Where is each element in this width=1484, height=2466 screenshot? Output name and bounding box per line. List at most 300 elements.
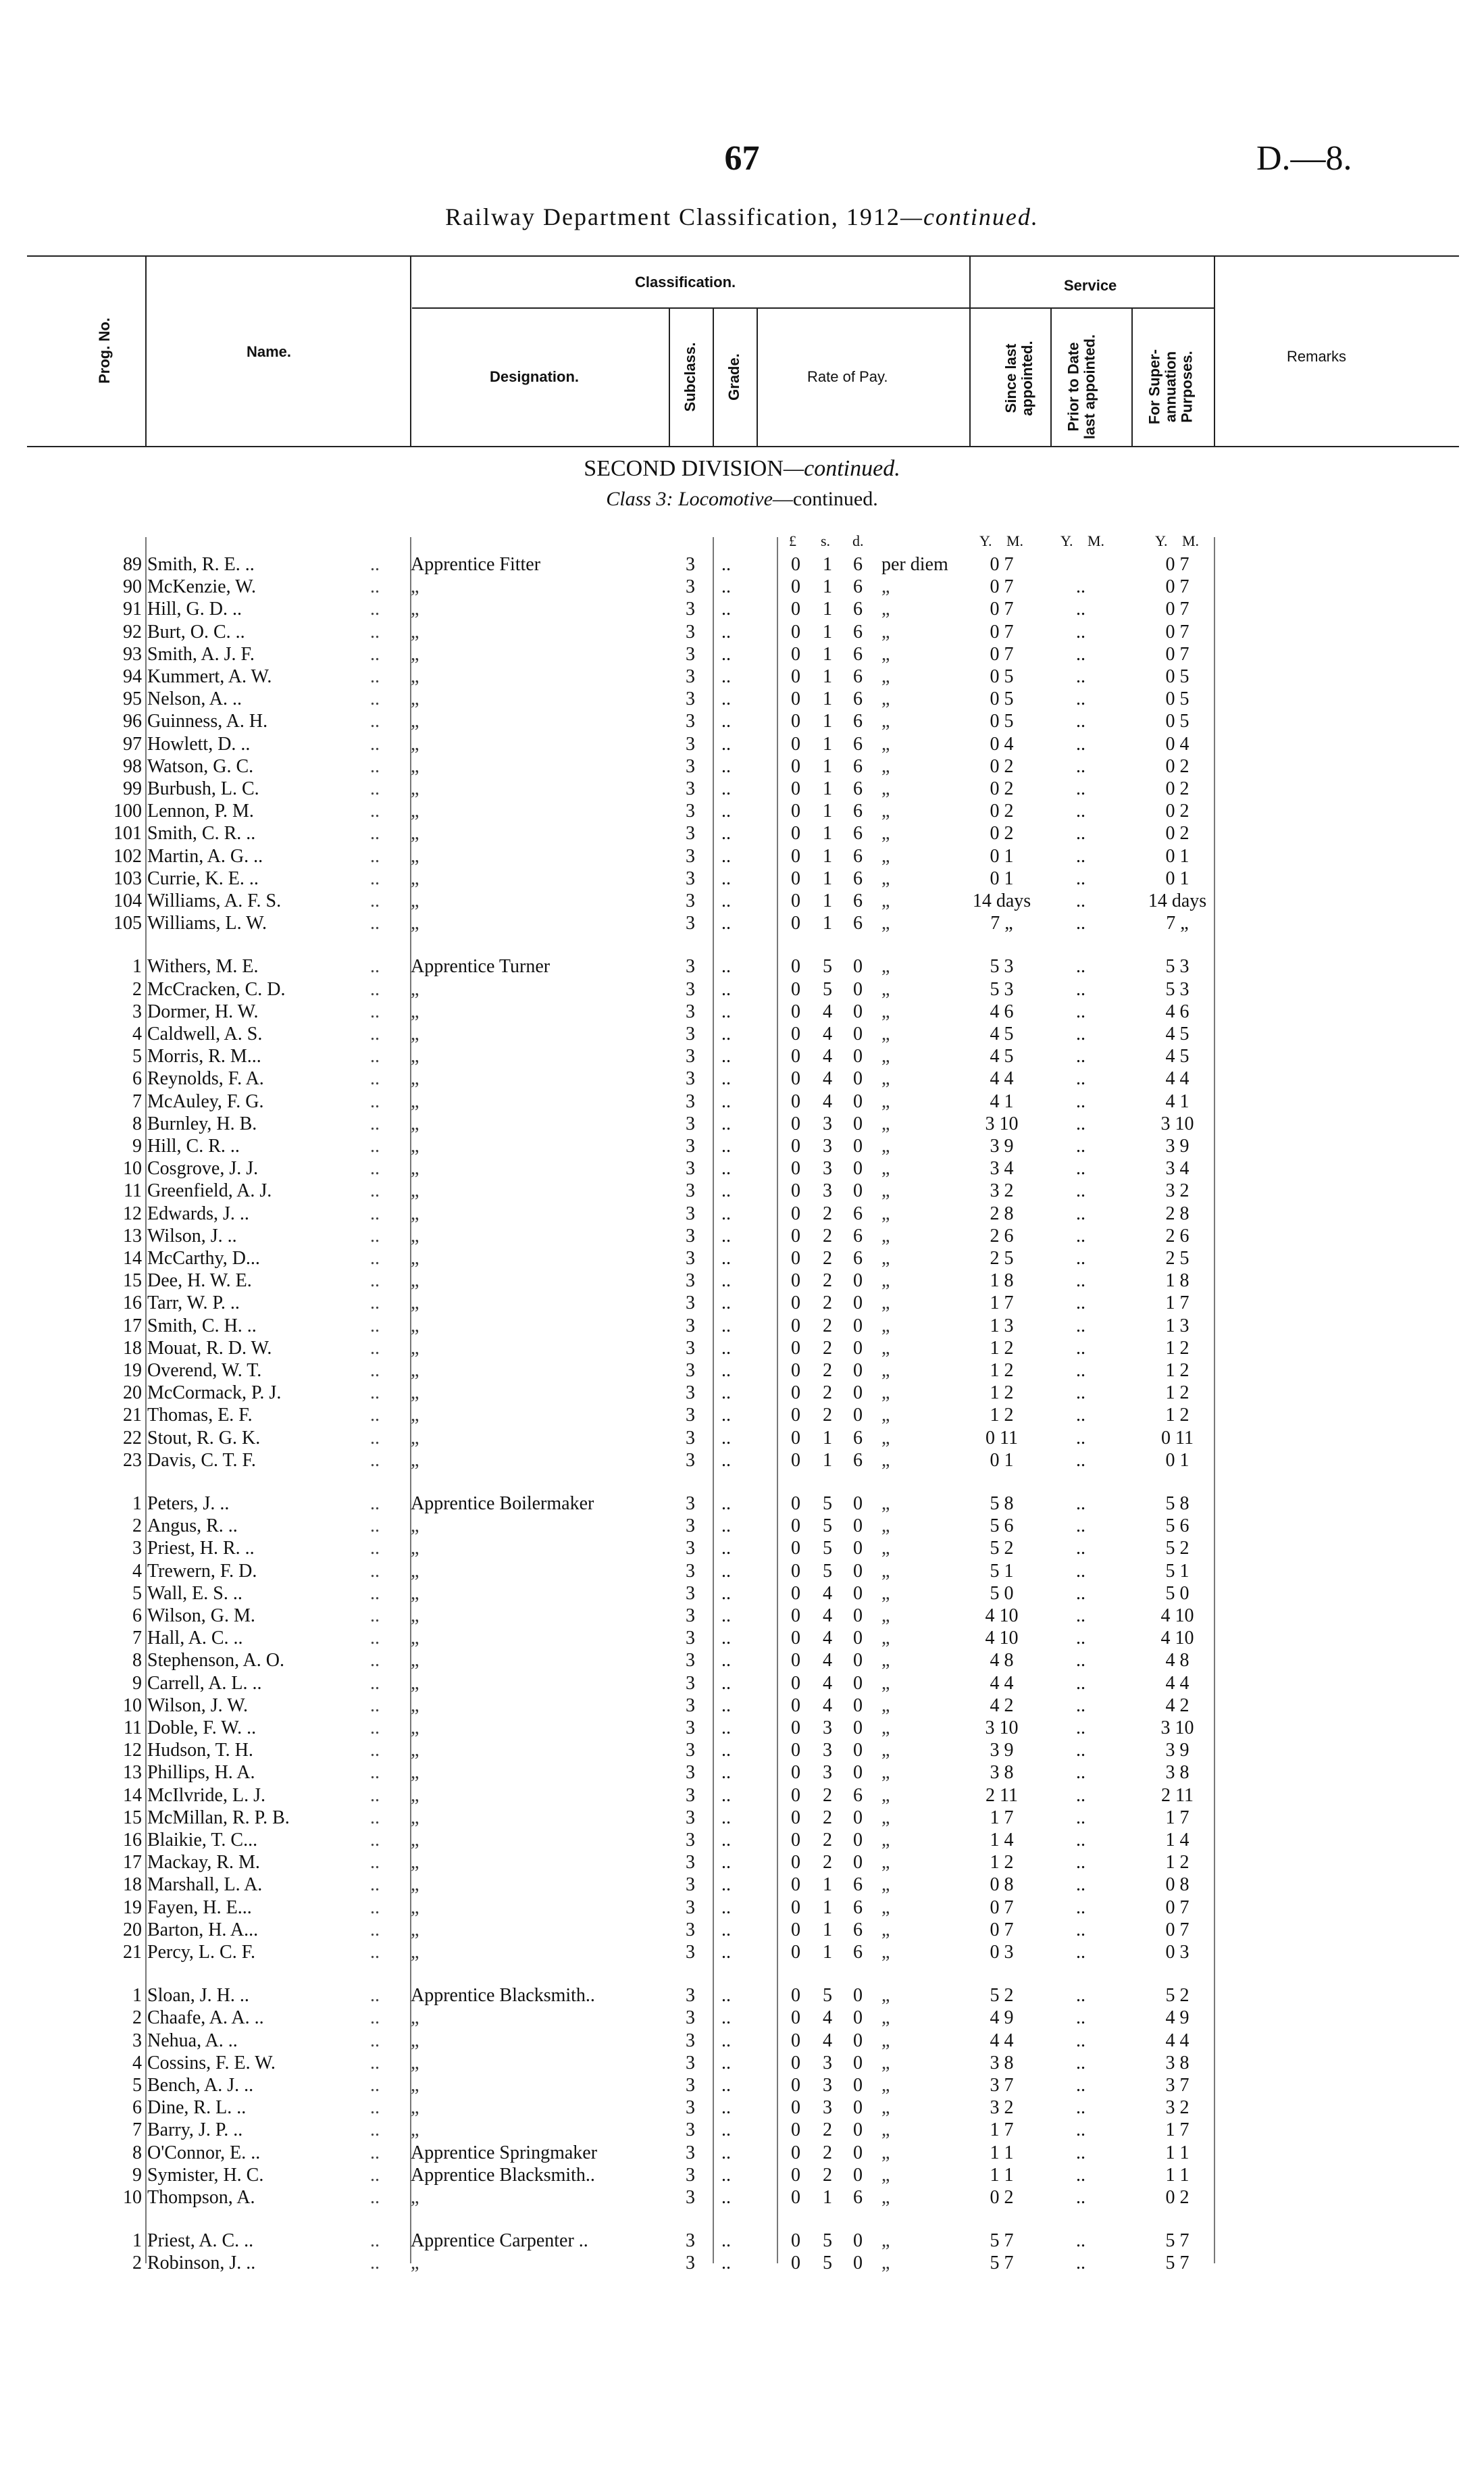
leader-dots: .. — [370, 1874, 380, 1896]
prior-to-date-cell: .. — [1076, 1694, 1085, 1716]
name-cell: Peters, J. .. — [147, 1493, 230, 1514]
subclass-cell: 3 — [686, 1515, 695, 1537]
since-last-cell: 0 7 — [990, 576, 1014, 598]
leader-dots: .. — [370, 1203, 380, 1224]
pay-qualifier-cell: „ — [881, 1694, 890, 1716]
subclass-cell: 3 — [686, 2187, 695, 2208]
subclass-cell: 3 — [686, 1427, 695, 1449]
leader-dots: .. — [370, 778, 380, 799]
pay-pounds-cell: 0 — [791, 1382, 800, 1404]
prior-to-date-cell: .. — [1076, 599, 1085, 620]
header-prog-no: Prog. No. — [96, 318, 113, 384]
leader-dots: .. — [370, 1985, 380, 2007]
prior-to-date-cell: .. — [1076, 1158, 1085, 1180]
prior-to-date-cell: .. — [1076, 1538, 1085, 1559]
superannuation-cell: 0 4 — [1165, 733, 1189, 755]
pay-qualifier-cell: „ — [881, 576, 890, 598]
grade-leader: .. — [721, 1784, 731, 1806]
rule-v2 — [410, 255, 411, 446]
name-cell: McAuley, F. G. — [147, 1090, 264, 1112]
prog-no-cell: 4 — [132, 2052, 142, 2073]
grade-leader: .. — [721, 1449, 731, 1471]
pay-pounds-cell: 0 — [791, 1180, 800, 1202]
grade-leader: .. — [721, 2007, 731, 2029]
leader-dots: .. — [370, 554, 380, 575]
pay-qualifier-cell: „ — [881, 956, 890, 978]
designation-cell: „ — [411, 2119, 419, 2141]
header-classification: Classification. — [635, 274, 736, 291]
prog-no-cell: 14 — [123, 1784, 142, 1806]
designation-cell: „ — [411, 890, 419, 911]
subclass-cell: 3 — [686, 1717, 695, 1738]
pay-pence-cell: 6 — [853, 554, 863, 575]
prior-to-date-cell: .. — [1076, 1315, 1085, 1336]
table-row — [0, 846, 1484, 868]
table-row — [0, 1270, 1484, 1292]
header-service: Service — [1064, 277, 1117, 294]
since-last-cell: 0 1 — [990, 845, 1014, 867]
name-cell: McIlvride, L. J. — [147, 1784, 265, 1806]
leader-dots: .. — [370, 1942, 380, 1963]
designation-cell: „ — [411, 1740, 419, 1761]
name-cell: Bench, A. J. .. — [147, 2075, 254, 2096]
pay-pounds-cell: 0 — [791, 1292, 800, 1314]
pay-pounds-cell: 0 — [791, 1090, 800, 1112]
header-bottom-rule — [27, 446, 1459, 447]
subclass-cell: 3 — [686, 1852, 695, 1873]
leader-dots: .. — [370, 1068, 380, 1090]
prog-no-cell: 2 — [132, 978, 142, 1000]
pay-shillings-cell: 2 — [823, 1360, 832, 1381]
pay-shillings-cell: 4 — [823, 1024, 832, 1045]
header-rate-of-pay: Rate of Pay. — [807, 368, 888, 385]
subclass-cell: 3 — [686, 845, 695, 867]
prog-no-cell: 13 — [123, 1225, 142, 1247]
since-last-cell: 1 2 — [990, 1337, 1014, 1359]
since-last-cell: 4 10 — [985, 1605, 1019, 1626]
subclass-cell: 3 — [686, 1046, 695, 1067]
grade-leader: .. — [721, 1292, 731, 1314]
grade-leader: .. — [721, 890, 731, 911]
grade-leader: .. — [721, 1315, 731, 1336]
pay-pence-cell: 0 — [853, 1740, 863, 1761]
since-last-cell: 1 7 — [990, 1807, 1014, 1828]
pay-pence-cell: 0 — [853, 956, 863, 978]
table-row — [0, 1538, 1484, 1560]
leader-dots: .. — [370, 1762, 380, 1784]
pay-qualifier-cell: „ — [881, 2007, 890, 2029]
prog-no-cell: 14 — [123, 1248, 142, 1269]
rule-v3 — [669, 307, 670, 446]
designation-cell: „ — [411, 1449, 419, 1471]
service-rule — [969, 307, 1214, 309]
name-cell: McCormack, P. J. — [147, 1382, 282, 1404]
prog-no-cell: 15 — [123, 1270, 142, 1292]
name-cell: Smith, R. E. .. — [147, 554, 255, 575]
superannuation-cell: 3 10 — [1160, 1113, 1194, 1134]
pay-pence-cell: 0 — [853, 1405, 863, 1426]
prior-to-date-cell: .. — [1076, 1493, 1085, 1514]
table-row — [0, 1942, 1484, 1964]
pay-pence-cell: 6 — [853, 643, 863, 665]
superannuation-cell: 3 9 — [1165, 1740, 1189, 1761]
subclass-cell: 3 — [686, 1449, 695, 1471]
pay-pence-cell: 0 — [853, 1560, 863, 1582]
leader-dots: .. — [370, 755, 380, 777]
leader-dots: .. — [370, 1694, 380, 1716]
since-last-cell: 5 6 — [990, 1515, 1014, 1537]
leader-dots: .. — [370, 2030, 380, 2051]
designation-cell: „ — [411, 1046, 419, 1067]
pay-pence-cell: 0 — [853, 2007, 863, 2029]
leader-dots: .. — [370, 2164, 380, 2186]
designation-cell: Apprentice Fitter — [411, 554, 541, 575]
prior-to-date-cell: .. — [1076, 1582, 1085, 1604]
since-last-cell: 0 7 — [990, 621, 1014, 643]
prog-no-cell: 4 — [132, 1024, 142, 1045]
leader-dots: .. — [370, 1090, 380, 1112]
table-row — [0, 1650, 1484, 1672]
since-last-cell: 0 5 — [990, 666, 1014, 687]
table-row — [0, 1136, 1484, 1158]
table-row — [0, 1068, 1484, 1090]
designation-cell: „ — [411, 2030, 419, 2051]
superannuation-cell: 0 2 — [1165, 755, 1189, 777]
header-remarks: Remarks — [1287, 348, 1347, 365]
since-last-cell: 4 9 — [990, 2007, 1014, 2029]
pay-shillings-cell: 2 — [823, 1807, 832, 1828]
pay-shillings-cell: 2 — [823, 1292, 832, 1314]
pay-pounds-cell: 0 — [791, 1024, 800, 1045]
name-cell: Morris, R. M... — [147, 1046, 261, 1067]
leader-dots: .. — [370, 1538, 380, 1559]
prog-no-cell: 100 — [113, 801, 142, 822]
name-cell: Sloan, J. H. .. — [147, 1985, 249, 2007]
pay-pounds-cell: 0 — [791, 2052, 800, 2073]
prior-to-date-cell: .. — [1076, 666, 1085, 687]
subclass-cell: 3 — [686, 2030, 695, 2051]
since-last-cell: 2 11 — [986, 1784, 1018, 1806]
grade-leader: .. — [721, 1694, 731, 1716]
since-last-cell: 2 6 — [990, 1225, 1014, 1247]
since-last-cell: 0 7 — [990, 599, 1014, 620]
subclass-cell: 3 — [686, 1762, 695, 1784]
designation-cell: Apprentice Carpenter .. — [411, 2230, 588, 2252]
table-row — [0, 1673, 1484, 1695]
superannuation-cell: 5 7 — [1165, 2230, 1189, 2252]
designation-cell: „ — [411, 1807, 419, 1828]
pay-pounds-cell: 0 — [791, 1001, 800, 1022]
subclass-cell: 3 — [686, 1985, 695, 2007]
grade-leader: .. — [721, 778, 731, 799]
pay-pounds-cell: 0 — [791, 2142, 800, 2163]
pay-pence-cell: 0 — [853, 1717, 863, 1738]
subclass-cell: 3 — [686, 1203, 695, 1224]
name-cell: McMillan, R. P. B. — [147, 1807, 290, 1828]
pay-pence-cell: 0 — [853, 2052, 863, 2073]
grade-leader: .. — [721, 801, 731, 822]
since-last-cell: 4 6 — [990, 1001, 1014, 1022]
name-cell: Burbush, L. C. — [147, 778, 259, 799]
since-last-cell: 5 1 — [990, 1560, 1014, 1582]
pay-shillings-cell: 1 — [823, 554, 832, 575]
name-cell: Kummert, A. W. — [147, 666, 272, 687]
pay-shillings-cell: 1 — [823, 867, 832, 889]
pay-shillings-cell: 1 — [823, 1942, 832, 1963]
pay-qualifier-cell: „ — [881, 1740, 890, 1761]
pay-pounds-cell: 0 — [791, 1315, 800, 1336]
prior-to-date-cell: .. — [1076, 2030, 1085, 2051]
table-row — [0, 1382, 1484, 1405]
leader-dots: .. — [370, 2142, 380, 2163]
pay-pounds-cell: 0 — [791, 890, 800, 911]
pay-pounds-cell: 0 — [791, 711, 800, 732]
prog-no-cell: 10 — [123, 2187, 142, 2208]
since-last-cell: 4 4 — [990, 1672, 1014, 1694]
grade-leader: .. — [721, 1515, 731, 1537]
designation-cell: „ — [411, 1158, 419, 1180]
table-row — [0, 1405, 1484, 1427]
pay-pence-cell: 0 — [853, 1538, 863, 1559]
subclass-cell: 3 — [686, 621, 695, 643]
pay-pence-cell: 0 — [853, 2253, 863, 2274]
pay-pence-cell: 0 — [853, 1270, 863, 1292]
superannuation-cell: 5 3 — [1165, 956, 1189, 978]
pay-qualifier-cell: „ — [881, 1874, 890, 1896]
since-last-cell: 3 2 — [990, 1180, 1014, 1202]
superannuation-cell: 1 7 — [1165, 1807, 1189, 1828]
pay-pounds-cell: 0 — [791, 554, 800, 575]
pay-pounds-cell: 0 — [791, 801, 800, 822]
name-cell: Overend, W. T. — [147, 1360, 262, 1381]
prior-to-date-cell: .. — [1076, 1874, 1085, 1896]
designation-cell: „ — [411, 1090, 419, 1112]
designation-cell: „ — [411, 1852, 419, 1873]
superannuation-cell: 0 5 — [1165, 688, 1189, 710]
name-cell: Lennon, P. M. — [147, 801, 254, 822]
subclass-cell: 3 — [686, 1248, 695, 1269]
grade-leader: .. — [721, 2097, 731, 2119]
class-suffix: —continued. — [772, 488, 878, 510]
name-cell: Priest, A. C. .. — [147, 2230, 254, 2252]
pay-pence-cell: 0 — [853, 2119, 863, 2141]
pay-shillings-cell: 5 — [823, 1985, 832, 2007]
pay-shillings-cell: 3 — [823, 2097, 832, 2119]
pay-pounds-cell: 0 — [791, 1449, 800, 1471]
since-last-cell: 0 2 — [990, 778, 1014, 799]
prog-no-cell: 1 — [132, 1493, 142, 1514]
pay-shillings-cell: 2 — [823, 1270, 832, 1292]
name-cell: Marshall, L. A. — [147, 1874, 263, 1896]
pay-pounds-cell: 0 — [791, 1628, 800, 1649]
subclass-cell: 3 — [686, 1136, 695, 1157]
superannuation-cell: 0 2 — [1165, 823, 1189, 845]
pay-qualifier-cell: „ — [881, 2187, 890, 2208]
subclass-cell: 3 — [686, 1919, 695, 1940]
prior-to-date-cell: .. — [1076, 2187, 1085, 2208]
since-last-cell: 1 1 — [990, 2142, 1014, 2163]
table-row — [0, 890, 1484, 913]
superannuation-cell: 5 2 — [1165, 1985, 1189, 2007]
since-last-cell: 1 1 — [990, 2164, 1014, 2186]
table-row — [0, 1046, 1484, 1068]
pay-shillings-cell: 4 — [823, 1650, 832, 1671]
designation-cell: „ — [411, 711, 419, 732]
prog-no-cell: 97 — [123, 733, 142, 755]
name-cell: Barry, J. P. .. — [147, 2119, 243, 2141]
pay-pounds-cell: 0 — [791, 1337, 800, 1359]
subclass-cell: 3 — [686, 1113, 695, 1134]
pay-shillings-cell: 1 — [823, 733, 832, 755]
superannuation-cell: 3 2 — [1165, 2097, 1189, 2119]
pay-pounds-cell: 0 — [791, 1830, 800, 1851]
pay-shillings-cell: 4 — [823, 1628, 832, 1649]
designation-cell: „ — [411, 823, 419, 845]
table-row — [0, 1292, 1484, 1315]
name-cell: Mackay, R. M. — [147, 1852, 260, 1873]
prog-no-cell: 5 — [132, 2075, 142, 2096]
grade-leader: .. — [721, 1605, 731, 1626]
prog-no-cell: 3 — [132, 2030, 142, 2051]
prior-to-date-cell: .. — [1076, 2230, 1085, 2252]
leader-dots: .. — [370, 1560, 380, 1582]
pay-qualifier-cell: „ — [881, 2030, 890, 2051]
since-last-cell: 14 days — [972, 890, 1031, 911]
superannuation-cell: 0 2 — [1165, 2187, 1189, 2208]
leader-dots: .. — [370, 1382, 380, 1404]
pay-qualifier-cell: „ — [881, 1337, 890, 1359]
leader-dots: .. — [370, 1024, 380, 1045]
pay-qualifier-cell: „ — [881, 1090, 890, 1112]
superannuation-cell: 2 8 — [1165, 1203, 1189, 1224]
name-cell: Martin, A. G. .. — [147, 845, 263, 867]
pay-shillings-cell: 5 — [823, 1560, 832, 1582]
since-last-cell: 5 2 — [990, 1538, 1014, 1559]
pay-shillings-cell: 1 — [823, 778, 832, 799]
table-row — [0, 1807, 1484, 1830]
pay-shillings-cell: 1 — [823, 576, 832, 598]
document-reference: D.—8. — [1256, 139, 1352, 178]
pay-pence-cell: 6 — [853, 1225, 863, 1247]
pay-shillings-cell: 1 — [823, 1427, 832, 1449]
prog-no-cell: 93 — [123, 643, 142, 665]
name-cell: Cosgrove, J. J. — [147, 1158, 259, 1180]
superannuation-cell: 0 7 — [1165, 554, 1189, 575]
pay-shillings-cell: 1 — [823, 913, 832, 934]
since-last-cell: 2 5 — [990, 1248, 1014, 1269]
pay-pounds-cell: 0 — [791, 688, 800, 710]
designation-cell: „ — [411, 2052, 419, 2073]
unit-months-2: M. — [1088, 532, 1105, 549]
name-cell: Priest, H. R. .. — [147, 1538, 255, 1559]
table-row — [0, 1605, 1484, 1628]
superannuation-cell: 4 2 — [1165, 1694, 1189, 1716]
superannuation-cell: 0 2 — [1165, 801, 1189, 822]
designation-cell: „ — [411, 1628, 419, 1649]
superannuation-cell: 3 7 — [1165, 2075, 1189, 2096]
table-row — [0, 1113, 1484, 1136]
pay-pounds-cell: 0 — [791, 1582, 800, 1604]
leader-dots: .. — [370, 1158, 380, 1180]
pay-qualifier-cell: „ — [881, 1896, 890, 1918]
designation-cell: „ — [411, 1113, 419, 1134]
designation-cell: Apprentice Blacksmith.. — [411, 1985, 595, 2007]
pay-pounds-cell: 0 — [791, 1360, 800, 1381]
pay-pence-cell: 6 — [853, 913, 863, 934]
designation-cell: „ — [411, 666, 419, 687]
designation-cell: „ — [411, 1874, 419, 1896]
table-row — [0, 2007, 1484, 2030]
pay-shillings-cell: 4 — [823, 1582, 832, 1604]
subclass-cell: 3 — [686, 2230, 695, 2252]
grade-leader: .. — [721, 867, 731, 889]
superannuation-cell: 1 8 — [1165, 1270, 1189, 1292]
pay-pounds-cell: 0 — [791, 956, 800, 978]
pay-shillings-cell: 1 — [823, 1874, 832, 1896]
superannuation-cell: 4 5 — [1165, 1024, 1189, 1045]
since-last-cell: 4 2 — [990, 1694, 1014, 1716]
table-row — [0, 2097, 1484, 2119]
pay-pounds-cell: 0 — [791, 643, 800, 665]
superannuation-cell: 2 6 — [1165, 1225, 1189, 1247]
pay-qualifier-cell: „ — [881, 1538, 890, 1559]
table-row — [0, 1024, 1484, 1046]
prior-to-date-cell: .. — [1076, 2052, 1085, 2073]
table-row — [0, 711, 1484, 733]
superannuation-cell: 0 1 — [1165, 845, 1189, 867]
grade-leader: .. — [721, 1852, 731, 1873]
pay-pence-cell: 0 — [853, 1046, 863, 1067]
subclass-cell: 3 — [686, 2097, 695, 2119]
leader-dots: .. — [370, 1807, 380, 1828]
prog-no-cell: 16 — [123, 1292, 142, 1314]
prior-to-date-cell: .. — [1076, 2119, 1085, 2141]
since-last-cell: 0 7 — [990, 554, 1014, 575]
prior-to-date-cell: .. — [1076, 867, 1085, 889]
name-cell: Withers, M. E. — [147, 956, 259, 978]
name-cell: Carrell, A. L. .. — [147, 1672, 262, 1694]
subclass-cell: 3 — [686, 2253, 695, 2274]
prior-to-date-cell: .. — [1076, 2007, 1085, 2029]
prog-no-cell: 9 — [132, 1672, 142, 1694]
table-row — [0, 1985, 1484, 2007]
pay-shillings-cell: 2 — [823, 1203, 832, 1224]
prog-no-cell: 8 — [132, 2142, 142, 2163]
prog-no-cell: 11 — [124, 1180, 142, 1202]
pay-pence-cell: 0 — [853, 2164, 863, 2186]
grade-leader: .. — [721, 554, 731, 575]
designation-cell: „ — [411, 643, 419, 665]
designation-cell: „ — [411, 1427, 419, 1449]
pay-shillings-cell: 1 — [823, 711, 832, 732]
grade-leader: .. — [721, 1717, 731, 1738]
prior-to-date-cell: .. — [1076, 1090, 1085, 1112]
table-row — [0, 622, 1484, 644]
unit-shillings: s. — [821, 532, 831, 549]
grade-leader: .. — [721, 2119, 731, 2141]
pay-qualifier-cell: „ — [881, 1449, 890, 1471]
subclass-cell: 3 — [686, 1538, 695, 1559]
pay-pence-cell: 0 — [853, 1001, 863, 1022]
subclass-cell: 3 — [686, 1180, 695, 1202]
superannuation-cell: 7 „ — [1166, 913, 1189, 934]
prior-to-date-cell: .. — [1076, 956, 1085, 978]
prog-no-cell: 11 — [124, 1717, 142, 1738]
grade-leader: .. — [721, 1360, 731, 1381]
table-row — [0, 1561, 1484, 1583]
pay-pence-cell: 0 — [853, 1807, 863, 1828]
subclass-cell: 3 — [686, 1582, 695, 1604]
